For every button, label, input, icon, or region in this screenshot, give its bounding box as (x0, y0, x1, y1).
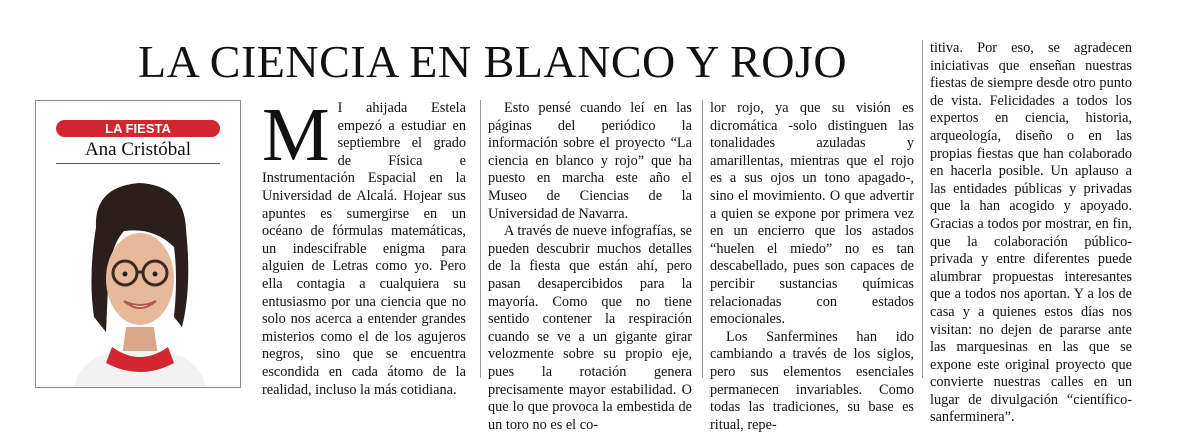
section-label: LA FIESTA (56, 120, 220, 137)
drop-cap: M (262, 93, 330, 177)
paragraph: lor rojo, ya que su visión es dicromática -solo distinguen las tonalidades azuladas y amarillentas, mientras que el rojo es a sus ojos un tono apagado-, sino el movimiento. O que advertir a quien se expone por primera vez en un encierro que los astados “huelen el miedo” no es tan descabellado, pues son capaces de percibir sustancias químicas relacionadas con estados emocionales. (710, 100, 914, 328)
paragraph: I ahijada Estela empezó a estudiar en septiembre el grado de Física e Instrumentación Espacial en la Universidad de Alcalá. Hojear sus apuntes es sumergirse en un océano de fórmulas matemáticas, un indescifrable enigma para alguien de Letras como yo. Pero ella contagia a cualquiera su entusiasmo por una ciencia que no solo nos acerca a entender grandes misterios como el de los agujeros negros, sino que se encuentra escondida en cada átomo de la realidad, incluso la más cotidiana. (262, 100, 466, 398)
article-column-2 (488, 100, 692, 433)
column-rule (480, 100, 481, 378)
column-rule (922, 40, 923, 378)
paragraph: Esto pensé cuando leí en las páginas del periódico la información sobre el proyecto “La ciencia en blanco y rojo” que ha puesto en marcha este año el Museo de Ciencias de la Universidad de Navarra. (488, 100, 692, 222)
paragraph: Los Sanfermines han ido cambiando a través de los siglos, pero sus elementos esenciales permanecen invariables. Como todas las tradiciones, su base es ritual, repe- (710, 328, 914, 433)
author-portrait (54, 167, 224, 387)
author-name: Ana Cristóbal (84, 139, 192, 160)
article-column-4 (930, 40, 1132, 426)
column-rule (702, 100, 703, 378)
headline: LA CIENCIA EN BLANCO Y ROJO (138, 36, 848, 87)
author-box (35, 100, 241, 388)
article-column-1 (262, 93, 466, 398)
author-divider (56, 163, 220, 164)
paragraph: A través de nueve infografías, se pueden descubrir muchos detalles de la fiesta que están ahí, pero pasan desapercibidos para la mayoría. Como que no tiene sentido contener la respiración cuando se ve a un gigante girar velozmente sobre su propio eje, pues la rotación genera precisamente mayor estabilidad. O que lo que provoca la embestida de un toro no es el co- (488, 223, 692, 433)
paragraph: titiva. Por eso, se agradecen iniciativas que enseñan nuestras fiestas de siempre desde otro punto de vista. Felicidades a todos los expertos en ciencia, historia, arqueología, diseño o en las propias fiestas que han colaborado en hacerla posible. Un aplauso a las entidades públicas y privadas que la han acogido y apoyado. Gracias a todos por mostrar, en fin, que la colaboración público-privada y entre diferentes puede alumbrar propuestas interesantes que a todos nos aportan. Y a los de casa y a quienes estos días nos visitan: no dejen de pararse ante las marquesinas en las que se expone este original proyecto que convierte nuestras calles en un lugar de divulgación “científico-sanferminera”. (930, 40, 1132, 426)
article-column-3 (710, 100, 914, 433)
